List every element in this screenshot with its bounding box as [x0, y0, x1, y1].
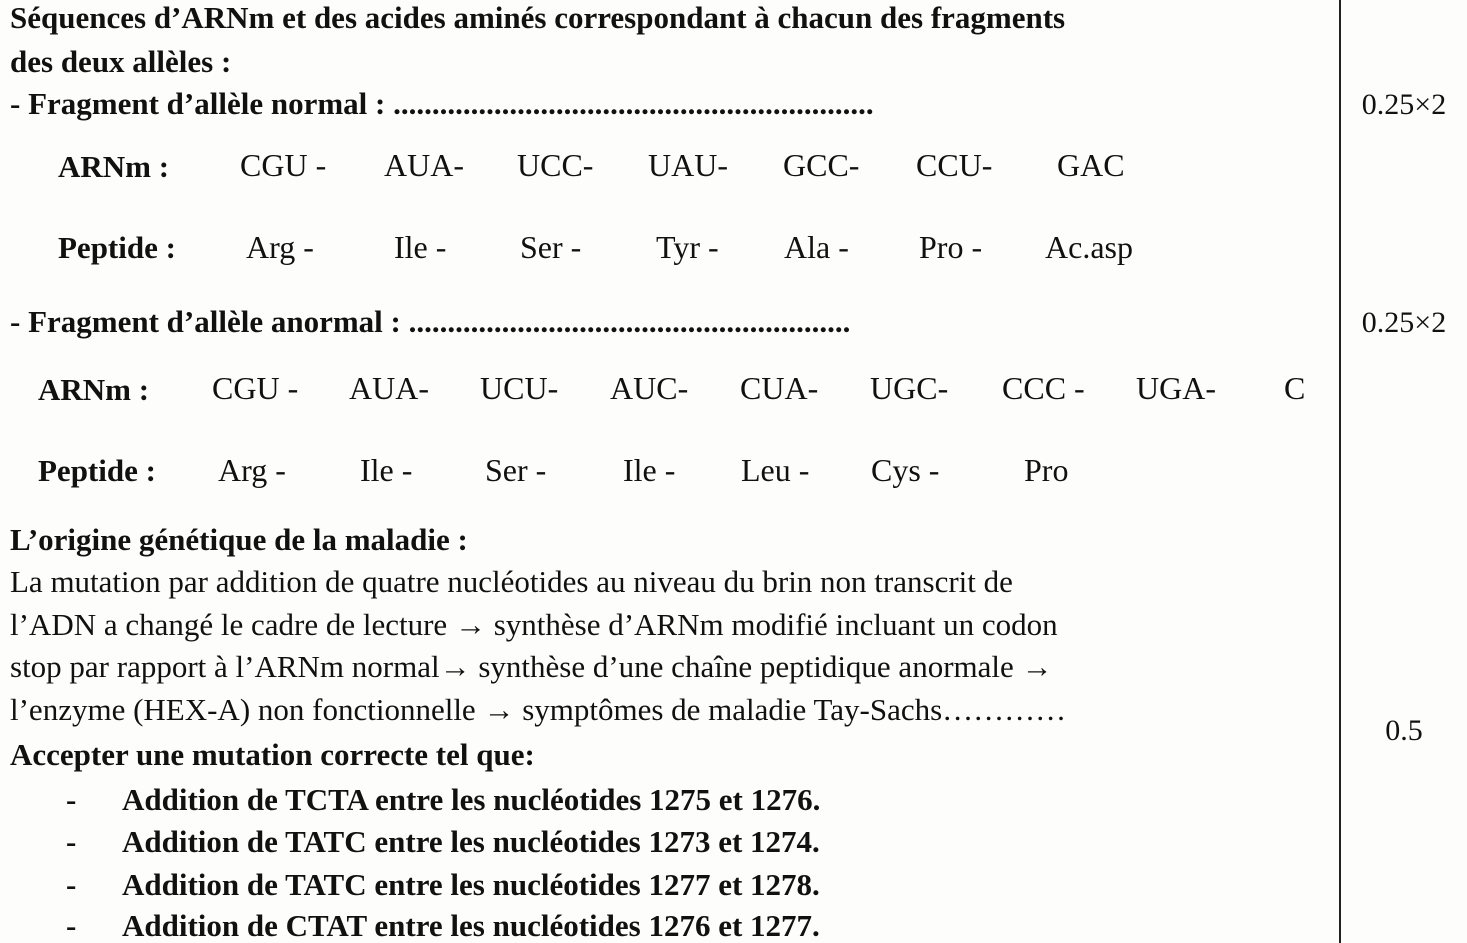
list-bullet: -	[66, 782, 77, 817]
codon: UCU-	[480, 370, 559, 406]
codon: AUA-	[349, 370, 429, 406]
peptide-label: Peptide :	[38, 453, 156, 488]
amino-acid: Pro -	[919, 229, 983, 265]
origin-text-line: La mutation par addition de quatre nucléotides au niveau du brin non transcrit de	[10, 564, 1013, 599]
codon: C	[1284, 370, 1306, 406]
codon: UCC-	[517, 147, 594, 183]
amino-acid: Leu -	[741, 452, 810, 488]
title-line-2: des deux allèles :	[10, 44, 232, 79]
codon: GCC-	[783, 147, 860, 183]
amino-acid: Arg -	[246, 229, 314, 265]
arnm-label: ARNm :	[58, 149, 170, 184]
list-item: Addition de TATC entre les nucléotides 1273 et 1274.	[122, 824, 820, 859]
list-item: Addition de TATC entre les nucléotides 1277 et 1278.	[122, 867, 820, 902]
codon: CGU -	[212, 370, 299, 406]
origin-heading: L’origine génétique de la maladie :	[10, 522, 468, 557]
peptide-label: Peptide :	[58, 230, 176, 265]
amino-acid: Ile -	[360, 452, 413, 488]
origin-score: 0.5	[1385, 714, 1423, 747]
column-divider	[1339, 0, 1341, 943]
abnormal-fragment-heading: - Fragment d’allèle anormal : .........................................................	[10, 304, 851, 339]
list-bullet: -	[66, 824, 77, 859]
amino-acid: Ile -	[623, 452, 676, 488]
accept-heading: Accepter une mutation correcte tel que:	[10, 737, 535, 772]
codon: CUA-	[740, 370, 819, 406]
codon: UGC-	[870, 370, 949, 406]
codon: CCC -	[1002, 370, 1085, 406]
origin-text-line: l’enzyme (HEX-A) non fonctionnelle → symptômes de maladie Tay-Sachs…………	[10, 692, 1067, 727]
amino-acid: Ile -	[394, 229, 447, 265]
abnormal-score: 0.25×2	[1361, 306, 1447, 339]
amino-acid: Ser -	[485, 452, 547, 488]
list-item: Addition de CTAT entre les nucléotides 1276 et 1277.	[122, 908, 820, 943]
origin-text-line: stop par rapport à l’ARNm normal→ synthèse d’une chaîne peptidique anormale →	[10, 649, 1053, 684]
amino-acid: Ala -	[784, 229, 849, 265]
codon: UGA-	[1136, 370, 1216, 406]
list-bullet: -	[66, 908, 77, 943]
amino-acid: Arg -	[218, 452, 286, 488]
title-line-1: Séquences d’ARNm et des acides aminés correspondant à chacun des fragments	[10, 0, 1066, 35]
amino-acid: Cys -	[871, 452, 940, 488]
amino-acid: Ac.asp	[1045, 229, 1133, 265]
amino-acid: Pro	[1024, 452, 1069, 488]
list-item: Addition de TCTA entre les nucléotides 1275 et 1276.	[122, 782, 821, 817]
codon: GAC	[1057, 147, 1125, 183]
codon: UAU-	[648, 147, 728, 183]
amino-acid: Tyr -	[656, 229, 719, 265]
list-bullet: -	[66, 867, 77, 902]
codon: AUC-	[610, 370, 689, 406]
normal-score: 0.25×2	[1361, 88, 1447, 121]
origin-text-line: l’ADN a changé le cadre de lecture → synthèse d’ARNm modifié incluant un codon	[10, 607, 1058, 642]
codon: AUA-	[384, 147, 464, 183]
amino-acid: Ser -	[520, 229, 582, 265]
codon: CGU -	[240, 147, 327, 183]
codon: CCU-	[916, 147, 993, 183]
normal-fragment-heading: - Fragment d’allèle normal : ..............................................................	[10, 86, 874, 121]
arnm-label: ARNm :	[38, 372, 150, 407]
